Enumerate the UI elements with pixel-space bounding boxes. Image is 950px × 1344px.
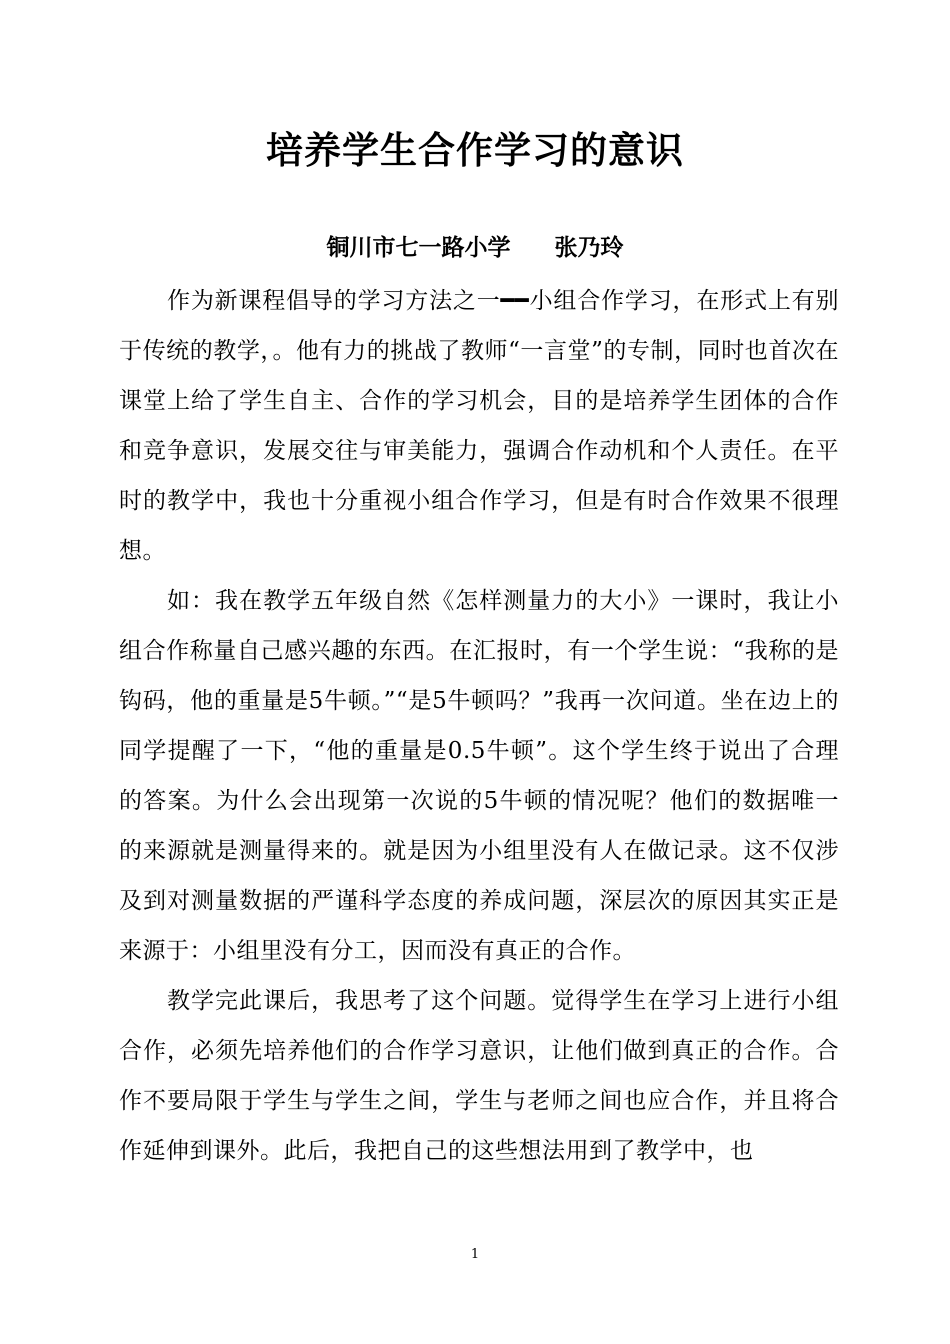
byline-author: 张乃玲 — [554, 234, 624, 261]
page-number: 1 — [470, 1247, 480, 1262]
paragraph: 教学完此课后，我思考了这个问题。觉得学生在学习上进行小组合作，必须先培养他们的合作学习意识，让他们做到真正的合作。合作不要局限于学生与学生之间，学生与老师之间也应合作，并且将合作延伸到课外。此后，我把自己的这些想法用到了教学中，也 — [119, 988, 839, 1164]
document-title: 培养学生合作学习的意识 — [266, 128, 684, 172]
byline — [0, 228, 950, 268]
document-body — [119, 276, 839, 1176]
byline-school: 铜川市七一路小学 — [326, 234, 511, 261]
paragraph: 如：我在教学五年级自然《怎样测量力的大小》一课时，我让小组合作称量自己感兴趣的东西。在汇报时，有一个学生说：“我称的是钩码，他的重量是5牛顿。”“是5牛顿吗？”我再一次问道。坐在边上的同学提醒了一下，“他的重量是0.5牛顿”。这个学生终于说出了合理的答案。为什么会出现第一次说的5牛顿的情况呢？他们的数据唯一的来源就是测量得来的。就是因为小组里没有人在做记录。这不仅涉及到对测量数据的严谨科学态度的养成问题，深层次的原因其实正是来源于：小组里没有分工，因而没有真正的合作。 — [119, 588, 839, 964]
paragraph: 作为新课程倡导的学习方法之一━━小组合作学习，在形式上有别于传统的教学，。他有力的挑战了教师“一言堂”的专制，同时也首次在课堂上给了学生自主、合作的学习机会，目的是培养学生团体的合作和竞争意识，发展交往与审美能力，强调合作动机和个人责任。在平时的教学中，我也十分重视小组合作学习，但是有时合作效果不很理想。 — [119, 288, 839, 564]
